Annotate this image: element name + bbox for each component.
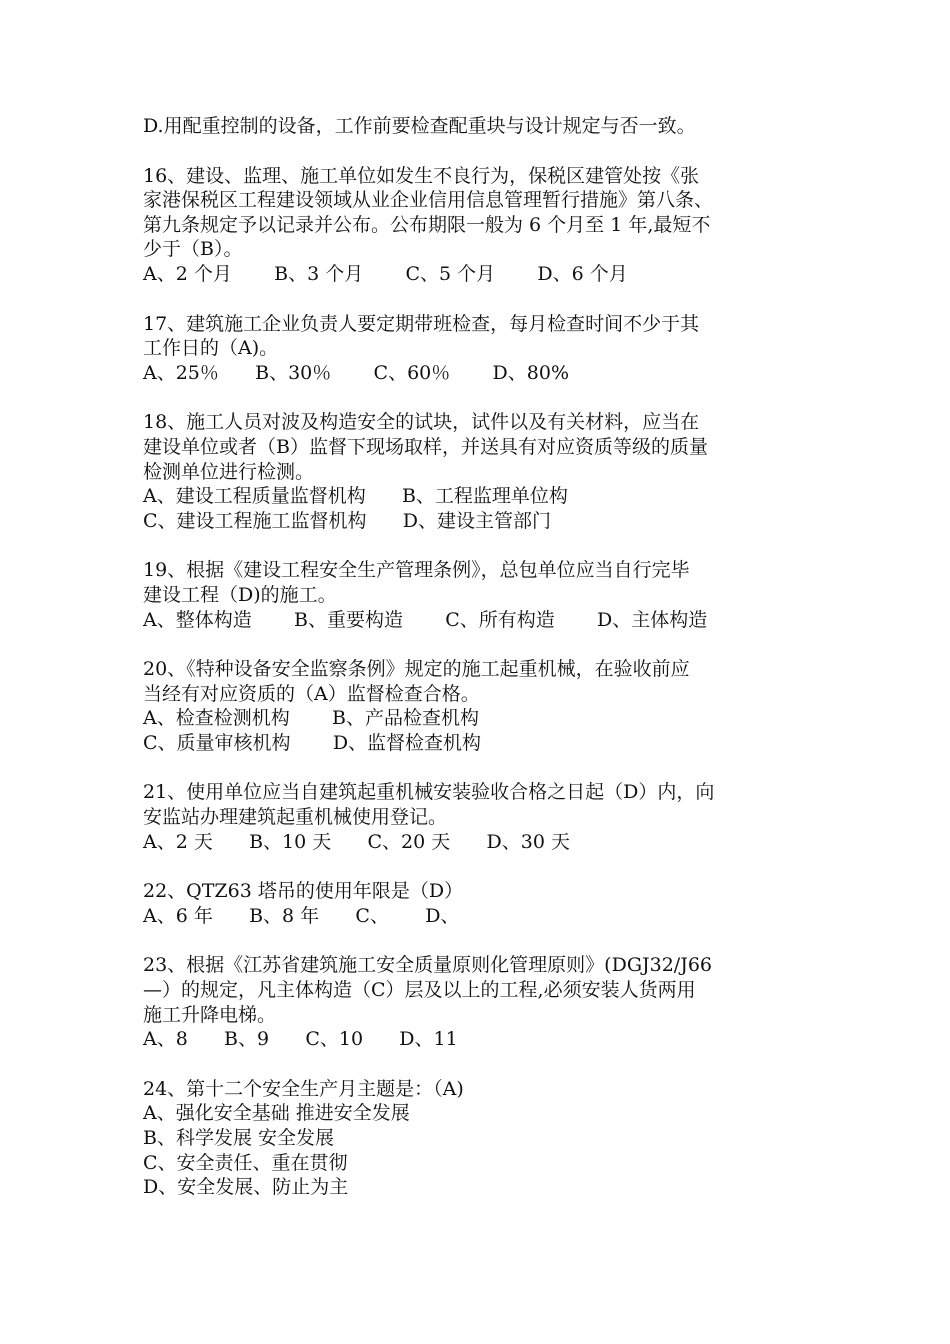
text-line: —）的规定，凡主体构造（C）层及以上的工程,必须安装人货两用	[143, 979, 696, 1002]
options-line: A、强化安全基础 推进安全发展	[143, 1102, 410, 1125]
text-line: 16、建设、监理、施工单位如发生不良行为，保税区建管处按《张	[143, 164, 700, 187]
text-line: 安监站办理建筑起重机械使用登记。	[143, 806, 448, 829]
text-line: 20、《特种设备安全监察条例》规定的施工起重机械，在验收前应	[143, 658, 690, 681]
options-line: A、2 个月 B、3 个月 C、5 个月 D、6 个月	[143, 262, 628, 285]
text-line: 当经有对应资质的（A）监督检查合格。	[143, 682, 480, 705]
options-line: A、25％ B、30％ C、60％ D、80%	[143, 361, 570, 384]
text-line: 17、建筑施工企业负责人要定期带班检查，每月检查时间不少于其	[143, 312, 700, 335]
options-line: D、安全发展、防止为主	[143, 1176, 349, 1199]
text-line: 21、使用单位应当自建筑起重机械安装验收合格之日起（D）内，向	[143, 781, 715, 804]
text-line: 家港保税区工程建设领域从业企业信用信息管理暂行措施》第八条、	[143, 189, 714, 212]
text-line: D.用配重控制的设备，工作前要检查配重块与设计规定与否一致。	[143, 115, 696, 137]
blank-line	[143, 533, 823, 558]
blank-line	[143, 139, 823, 164]
options-line: A、整体构造 B、重要构造 C、所有构造 D、主体构造	[143, 608, 708, 631]
blank-line	[143, 632, 823, 657]
blank-line	[143, 755, 823, 780]
blank-line	[143, 1052, 823, 1077]
text-line: 建设单位或者（B）监督下现场取样，并送具有对应资质等级的质量	[143, 435, 708, 458]
text-line: 19、根据《建设工程安全生产管理条例》，总包单位应当自行完毕	[143, 559, 690, 582]
text-line: 工作日的（A)。	[143, 337, 279, 360]
options-line: C、建设工程施工监督机构 D、建设主管部门	[143, 509, 552, 532]
options-line: C、安全责任、重在贯彻	[143, 1151, 348, 1174]
options-line: A、检查检测机构 B、产品检查机构	[143, 707, 479, 730]
text-line: 少于（B）。	[143, 238, 243, 261]
text-line: 第九条规定予以记录并公布。公布期限一般为 6 个月至 1 年,最短不	[143, 213, 711, 236]
text-line: 施工升降电梯。	[143, 1003, 277, 1026]
text-line: 18、施工人员对波及构造安全的试块，试件以及有关材料，应当在	[143, 411, 700, 434]
text-line: 建设工程（D)的施工。	[143, 583, 337, 606]
options-line: A、6 年 B、8 年 C、 D、	[143, 904, 460, 927]
options-line: C、质量审核机构 D、监督检查机构	[143, 731, 482, 754]
text-line: 24、第十二个安全生产月主题是：（A)	[143, 1077, 464, 1100]
text-line: 23、根据《江苏省建筑施工安全质量原则化管理原则》(DGJ32/J66	[143, 954, 712, 977]
options-line: A、8 B、9 C、10 D、11	[143, 1028, 458, 1051]
blank-line	[143, 385, 823, 410]
blank-line	[143, 854, 823, 879]
options-line: A、2 天 B、10 天 C、20 天 D、30 天	[143, 830, 570, 853]
options-line: A、建设工程质量监督机构 B、工程监理单位构	[143, 485, 568, 508]
document-page	[143, 114, 823, 1200]
text-line: 检测单位进行检测。	[143, 460, 315, 483]
text-line: 22、QTZ63 塔吊的使用年限是（D）	[143, 880, 464, 903]
options-line: B、科学发展 安全发展	[143, 1127, 335, 1149]
blank-line	[143, 287, 823, 312]
blank-line	[143, 928, 823, 953]
